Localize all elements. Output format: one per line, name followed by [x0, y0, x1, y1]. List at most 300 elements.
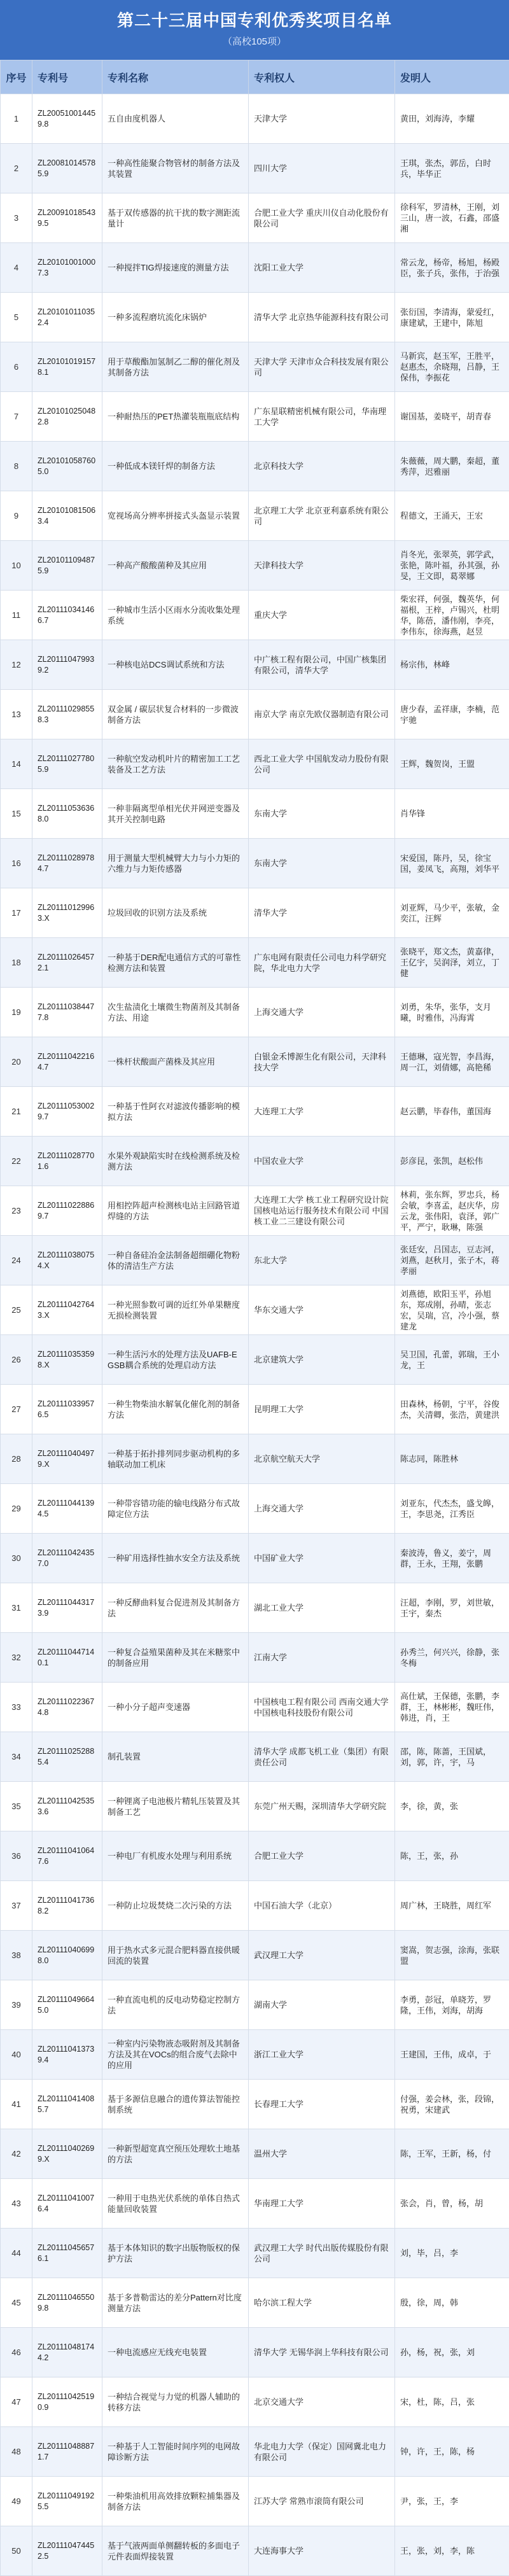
row-index: [1, 2377, 32, 2427]
inventors: [395, 938, 509, 988]
patentee-text: 大连理工大学 核工业工程研究设计院 国核电站运行服务技术有限公司 中国核工业二三建设有限公司: [254, 1194, 389, 1227]
row-index-text: 33: [6, 1702, 27, 1712]
row-index-text: 43: [6, 2198, 27, 2209]
patentee-text: 湖南大学: [254, 1999, 389, 2010]
patent-name-text: 一种用于电热光伏系统的单体自热式能量回收装置: [108, 2193, 243, 2215]
patentee-text: 重庆大学: [254, 610, 389, 620]
patent-name-text: 用相控阵超声检测核电站主回路管道焊缝的方法: [108, 1200, 243, 1222]
patent-name-text: 次生盐渍化土壤微生物菌剂及其制备方法、用途: [108, 1002, 243, 1023]
patent-number: [32, 1534, 102, 1583]
inventors: [395, 1236, 509, 1285]
row-index: [1, 293, 32, 342]
patent-number: [32, 1732, 102, 1782]
table-header-row: [1, 60, 509, 94]
row-index: [1, 442, 32, 491]
row-index-text: 10: [6, 560, 27, 571]
inventors: [395, 888, 509, 938]
patentee-text: 温州大学: [254, 2148, 389, 2159]
table-row: [1, 888, 509, 938]
row-index: [1, 1236, 32, 1285]
patentee: [249, 541, 395, 591]
patent-number-text: ZL201110402699.X: [38, 2143, 97, 2165]
inventors-text: 杨宗伟，林峰: [400, 659, 504, 670]
patentee: [249, 739, 395, 789]
patent-number: [32, 1385, 102, 1434]
patentee-text: 江苏大学 常熟市滚筒有限公司: [254, 2496, 389, 2507]
row-index-text: 35: [6, 1801, 27, 1812]
inventors: [395, 1831, 509, 1881]
inventors: [395, 442, 509, 491]
inventors-text: 宋爱国，陈丹，吴，徐宝国，姜凤飞，高翔，刘华平: [400, 853, 504, 874]
table-row: [1, 1732, 509, 1782]
patent-name-text: 宽视场高分辨率拼接式头盔显示装置: [108, 510, 243, 521]
table-row: [1, 144, 509, 193]
table-row: [1, 1087, 509, 1137]
patent-number: [32, 2030, 102, 2080]
patent-number: [32, 1434, 102, 1484]
row-index-text: 16: [6, 858, 27, 869]
patentee-text: 东北大学: [254, 1255, 389, 1266]
patentee: [249, 888, 395, 938]
row-index: [1, 2179, 32, 2229]
patent-name: [102, 2229, 249, 2278]
patent-name-text: 一种基于人工智能时间序列的电网故障诊断方法: [108, 2441, 243, 2463]
row-index-text: 31: [6, 1602, 27, 1613]
patent-number: [32, 442, 102, 491]
row-index-text: 9: [6, 510, 27, 521]
patent-number-text: ZL201110298558.3: [38, 704, 97, 725]
table-row: [1, 1335, 509, 1385]
patent-name: [102, 1037, 249, 1087]
row-index-text: 50: [6, 2545, 27, 2556]
row-index-text: 15: [6, 808, 27, 819]
patent-name-text: 一种生活污水的处理方法及UAFB-EGSB耦合系统的处理启动方法: [108, 1349, 243, 1371]
table-row: [1, 789, 509, 839]
patent-number: [32, 144, 102, 193]
patentee-text: 上海交通大学: [254, 1007, 389, 1018]
inventors: [395, 2278, 509, 2328]
patent-name-text: 一种高性能聚合物管材的制备方法及其装置: [108, 158, 243, 179]
inventors: [395, 1434, 509, 1484]
patent-number: [32, 1236, 102, 1285]
row-index: [1, 1186, 32, 1236]
patent-name-text: 基于本体知识的数字出版物版权的保护方法: [108, 2243, 243, 2264]
inventors-text: 刘，毕，吕，李: [400, 2248, 504, 2258]
patentee-text: 合肥工业大学 重庆川仪自动化股份有限公司: [254, 207, 389, 229]
patent-name-text: 一种基于性阿衣对滤波传播影响的模拟方法: [108, 1101, 243, 1123]
patent-name-text: 一种带容错功能的输电线路分布式故障定位方法: [108, 1498, 243, 1520]
row-index-text: 44: [6, 2248, 27, 2258]
patent-number-text: ZL201110353598.X: [38, 1349, 97, 1371]
row-index: [1, 342, 32, 392]
row-index: [1, 2278, 32, 2328]
row-index: [1, 1980, 32, 2030]
patentee: [249, 2377, 395, 2427]
row-index-text: 13: [6, 709, 27, 720]
patent-number-text: ZL201110339576.5: [38, 1399, 97, 1420]
patentee-text: 清华大学 成都飞机工业（集团）有限责任公司: [254, 1746, 389, 1768]
patent-number: [32, 1285, 102, 1335]
row-index: [1, 1831, 32, 1881]
patent-number-text: ZL201110481744.2: [38, 2342, 97, 2363]
row-index: [1, 1633, 32, 1683]
patent-number: [32, 2179, 102, 2229]
patentee-text: 中国石油大学（北京）: [254, 1900, 389, 1911]
patentee-text: 哈尔滨工程大学: [254, 2297, 389, 2308]
patentee-text: 浙江工业大学: [254, 2049, 389, 2060]
inventors-text: 唐少春，孟祥康，李楠，范宇驰: [400, 704, 504, 725]
row-index-text: 3: [6, 213, 27, 223]
patentee-text: 湖北工业大学: [254, 1602, 389, 1613]
inventors: [395, 1732, 509, 1782]
table-row: [1, 1484, 509, 1534]
table-row: [1, 491, 509, 541]
patent-number-text: ZL201110425353.6: [38, 1796, 97, 1817]
inventors: [395, 1583, 509, 1633]
inventors: [395, 1683, 509, 1732]
patent-number: [32, 739, 102, 789]
patent-number-text: ZL201010110352.4: [38, 307, 97, 328]
row-index-text: 32: [6, 1652, 27, 1663]
row-index: [1, 1087, 32, 1137]
patentee: [249, 442, 395, 491]
patentee-text: 华东交通大学: [254, 1305, 389, 1315]
patent-number-text: ZL201110474452.5: [38, 2540, 97, 2562]
patent-name: [102, 1583, 249, 1633]
patent-number: [32, 839, 102, 888]
row-index: [1, 1931, 32, 1980]
patent-number-text: ZL201110384477.8: [38, 1002, 97, 1023]
inventors: [395, 739, 509, 789]
row-index-text: 4: [6, 262, 27, 273]
inventors: [395, 1037, 509, 1087]
patent-name: [102, 690, 249, 739]
patent-name: [102, 2179, 249, 2229]
row-index: [1, 2030, 32, 2080]
patent-name: [102, 1434, 249, 1484]
inventors: [395, 1186, 509, 1236]
patent-name-text: 一种锂离子电池极片精轧压装置及其制备工艺: [108, 1796, 243, 1817]
inventors: [395, 94, 509, 144]
patent-name-text: 一种直流电机的反电动势稳定控制方法: [108, 1994, 243, 2016]
patentee-text: 长春理工大学: [254, 2099, 389, 2110]
patent-number: [32, 690, 102, 739]
patent-name-text: 一种新型超宽真空预压处理软土地基的方法: [108, 2143, 243, 2165]
row-index-text: 49: [6, 2496, 27, 2507]
table-row: [1, 1881, 509, 1931]
patentee: [249, 1335, 395, 1385]
patentee-text: 北京科技大学: [254, 461, 389, 472]
patent-number: [32, 640, 102, 690]
inventors-text: 张会，肖，曾，杨，胡: [400, 2198, 504, 2209]
patent-name: [102, 839, 249, 888]
row-index: [1, 1484, 32, 1534]
patent-number-text: ZL200910185439.5: [38, 207, 97, 229]
inventors-text: 张廷安，吕国志，豆志河，刘燕，赵秋月，张子木，蒋孝丽: [400, 1244, 504, 1277]
patentee: [249, 2328, 395, 2377]
patentee-text: 南京大学 南京先欧仪器制造有限公司: [254, 709, 389, 720]
inventors-text: 王德琳，寇光智，李昌海，周一江，刘倩娜，高艳稀: [400, 1051, 504, 1073]
inventors-text: 谢国基，姜晓平，胡青春: [400, 411, 504, 422]
inventors: [395, 1285, 509, 1335]
patent-name: [102, 1534, 249, 1583]
inventors-text: 李，徐，黄，张: [400, 1801, 504, 1812]
patent-name-text: 用于热水式多元混合肥料器直接供暖回流的装置: [108, 1945, 243, 1966]
patent-number: [32, 2526, 102, 2576]
table-body: [1, 94, 509, 2576]
patent-number: [32, 1831, 102, 1881]
table-row: [1, 2080, 509, 2129]
patent-name-text: 基于气液两面单侧翻转板的多面电子元件表面焊接装置: [108, 2540, 243, 2562]
patent-number-text: ZL201110491925.5: [38, 2491, 97, 2512]
patent-number: [32, 1087, 102, 1137]
inventors: [395, 2129, 509, 2179]
patentee: [249, 1285, 395, 1335]
patent-name: [102, 2080, 249, 2129]
row-index-text: 36: [6, 1851, 27, 1861]
inventors-text: 张衍国，李清海，蒙爱红，康建斌，王建中，陈旭: [400, 307, 504, 328]
patent-name-text: 一株杆状酸面产菌株及其应用: [108, 1056, 243, 1067]
inventors-text: 秦波涛，鲁义，姜宁，周群，王永，王翔，张鹏: [400, 1548, 504, 1569]
patent-number-text: ZL201110228869.7: [38, 1200, 97, 1222]
patent-number: [32, 1335, 102, 1385]
inventors: [395, 1931, 509, 1980]
patent-name: [102, 640, 249, 690]
patent-number-text: ZL201110427643.X: [38, 1299, 97, 1321]
inventors: [395, 1087, 509, 1137]
patent-name: [102, 1087, 249, 1137]
inventors: [395, 293, 509, 342]
inventors-text: 朱薇薇，周大鹏，秦超，董秀萍，迟雅丽: [400, 456, 504, 477]
patentee-text: 西北工业大学 中国航发动力股份有限公司: [254, 753, 389, 775]
inventors: [395, 1980, 509, 2030]
patent-number-text: ZL201110496645.0: [38, 1994, 97, 2016]
patent-number-text: ZL201110422164.7: [38, 1051, 97, 1073]
inventors: [395, 193, 509, 243]
table-row: [1, 690, 509, 739]
inventors-text: 陈志同，陈胜林: [400, 1453, 504, 1464]
patent-number: [32, 1137, 102, 1186]
patentee: [249, 1831, 395, 1881]
row-index: [1, 988, 32, 1037]
inventors: [395, 392, 509, 442]
inventors: [395, 2179, 509, 2229]
table-row: [1, 739, 509, 789]
inventors-text: 钟，许，王，陈，杨: [400, 2446, 504, 2457]
patent-number-text: ZL201110417368.2: [38, 1895, 97, 1917]
row-index: [1, 1434, 32, 1484]
patentee: [249, 1732, 395, 1782]
patent-name-text: 一种柴油机用高效排放颗粒捕集器及制备方法: [108, 2491, 243, 2512]
row-index-text: 20: [6, 1056, 27, 1067]
patent-number-text: ZL201110447140.1: [38, 1647, 97, 1669]
table-row: [1, 1782, 509, 1831]
patentee-text: 天津大学: [254, 113, 389, 124]
table-row: [1, 2526, 509, 2576]
table-row: [1, 293, 509, 342]
row-index-text: 29: [6, 1503, 27, 1514]
patentee: [249, 2477, 395, 2526]
table-row: [1, 2278, 509, 2328]
patentee-text: 江南大学: [254, 1652, 389, 1663]
patentee-text: 北京交通大学: [254, 2397, 389, 2407]
patentee-text: 大连理工大学: [254, 1106, 389, 1117]
patent-number-text: ZL201110404979.X: [38, 1448, 97, 1470]
row-index: [1, 541, 32, 591]
patent-number: [32, 2427, 102, 2477]
patentee: [249, 2526, 395, 2576]
patent-number-text: ZL201110424357.0: [38, 1548, 97, 1569]
patentee: [249, 640, 395, 690]
row-index-text: 34: [6, 1751, 27, 1762]
row-index: [1, 243, 32, 293]
row-index: [1, 888, 32, 938]
patentee-text: 中国农业大学: [254, 1156, 389, 1166]
row-index: [1, 789, 32, 839]
inventors: [395, 2427, 509, 2477]
row-index: [1, 1534, 32, 1583]
inventors-text: 邵，陈，陈蔷，王国斌，刘，郭，许，宇，马: [400, 1746, 504, 1768]
table-row: [1, 541, 509, 591]
patentee-text: 上海交通大学: [254, 1503, 389, 1514]
patentee: [249, 1037, 395, 1087]
table-row: [1, 243, 509, 293]
patent-number: [32, 2377, 102, 2427]
inventors-text: 王琪，张杰，郭岳，白时兵，毕华正: [400, 158, 504, 179]
patent-name-text: 一种光照参数可调的近红外单果糖度无损检测装置: [108, 1299, 243, 1321]
inventors-text: 常云龙，杨帝，杨旭，杨殿臣，张子兵，张伟，于治强: [400, 257, 504, 279]
table-row: [1, 1931, 509, 1980]
inventors: [395, 839, 509, 888]
patent-name: [102, 1931, 249, 1980]
inventors-text: 殷，徐，周，韩: [400, 2297, 504, 2308]
patentee-text: 广东电网有限责任公司电力科学研究院，华北电力大学: [254, 952, 389, 974]
table-row: [1, 2427, 509, 2477]
patentee: [249, 789, 395, 839]
row-index: [1, 1732, 32, 1782]
row-index-text: 2: [6, 163, 27, 174]
table-row: [1, 2179, 509, 2229]
table-row: [1, 1186, 509, 1236]
patent-number-text: ZL201110530029.7: [38, 1101, 97, 1123]
inventors: [395, 2080, 509, 2129]
patentee-text: 华南理工大学: [254, 2198, 389, 2209]
patent-name: [102, 2477, 249, 2526]
patent-name-text: 一种生物柴油水解氧化催化剂的制备方法: [108, 1399, 243, 1420]
patentee: [249, 243, 395, 293]
patentee: [249, 1683, 395, 1732]
table-row: [1, 938, 509, 988]
inventors-text: 黄田，刘海涛，李耀: [400, 113, 504, 124]
patentee-text: 天津大学 天津市众合科技发展有限公司: [254, 356, 389, 378]
patentee: [249, 293, 395, 342]
patent-name: [102, 1831, 249, 1881]
row-index-text: 30: [6, 1553, 27, 1564]
patent-number-text: ZL201110277805.9: [38, 753, 97, 775]
patent-name-text: 一种耐热压的PET热灌装瓶瓶底结构: [108, 411, 243, 422]
patent-name: [102, 1484, 249, 1534]
patent-number-text: ZL201110536368.0: [38, 803, 97, 825]
patent-number: [32, 293, 102, 342]
patent-number-text: ZL201110443173.9: [38, 1597, 97, 1619]
patent-name: [102, 2030, 249, 2080]
patentee-text: 清华大学: [254, 907, 389, 918]
patent-number: [32, 1484, 102, 1534]
inventors-text: 陈，王军，王新，杨，付: [400, 2148, 504, 2159]
patent-number-text: ZL201010191578.1: [38, 356, 97, 378]
row-index: [1, 739, 32, 789]
patent-name: [102, 293, 249, 342]
column-header-patent-name: 专利名称: [102, 60, 249, 94]
patent-number: [32, 2080, 102, 2129]
page-header: [0, 0, 509, 60]
table-row: [1, 193, 509, 243]
patent-number: [32, 1633, 102, 1683]
table-row: [1, 2328, 509, 2377]
patentee-text: 武汉理工大学 时代出版传媒股份有限公司: [254, 2243, 389, 2264]
inventors-text: 周广林，王晓胜，周红军: [400, 1900, 504, 1911]
patentee: [249, 1583, 395, 1633]
patentee-text: 中国核电工程有限公司 西南交通大学 中国核电科技股份有限公司: [254, 1697, 389, 1718]
patentee-text: 沈阳工业大学: [254, 262, 389, 273]
patentee-text: 清华大学 北京热华能源科技有限公司: [254, 312, 389, 323]
patentee-text: 北京理工大学 北京亚利嘉系统有限公司: [254, 505, 389, 527]
patent-name-text: 制孔装置: [108, 1751, 243, 1762]
patentee: [249, 2427, 395, 2477]
inventors-text: 窦嵩，贺志强，涂海，张联盟: [400, 1945, 504, 1966]
row-index: [1, 640, 32, 690]
table-row: [1, 1980, 509, 2030]
table-row: [1, 640, 509, 690]
inventors: [395, 2477, 509, 2526]
inventors: [395, 1385, 509, 1434]
patent-name-text: 一种基于拓扑排列同步驱动机构的多轴联动加工机床: [108, 1448, 243, 1470]
patentee-text: 东南大学: [254, 858, 389, 869]
patentee-text: 四川大学: [254, 163, 389, 174]
patent-name: [102, 491, 249, 541]
row-index: [1, 1385, 32, 1434]
inventors-text: 王建国，王伟，成卓，于: [400, 2049, 504, 2060]
inventors-text: 刘亚东，代杰杰，盛戈皞，王，李思尧，江秀臣: [400, 1498, 504, 1520]
table-row: [1, 1831, 509, 1881]
row-index: [1, 938, 32, 988]
patent-number: [32, 2129, 102, 2179]
patentee-text: 北京航空航天大学: [254, 1453, 389, 1464]
patent-number: [32, 1931, 102, 1980]
row-index: [1, 392, 32, 442]
inventors-text: 吴卫国，孔蕾，郭瑞，王小龙，王: [400, 1349, 504, 1371]
patentee-text: 合肥工业大学: [254, 1851, 389, 1861]
patentee-text: 北京建筑大学: [254, 1354, 389, 1365]
patent-name: [102, 988, 249, 1037]
patent-number-text: ZL201110252885.4: [38, 1746, 97, 1768]
row-index: [1, 690, 32, 739]
table-row: [1, 591, 509, 640]
inventors: [395, 144, 509, 193]
row-index: [1, 1683, 32, 1732]
row-index-text: 38: [6, 1950, 27, 1961]
patent-number: [32, 1980, 102, 2030]
patent-name-text: 一种低成本镁钎焊的制备方法: [108, 461, 243, 472]
patentee: [249, 193, 395, 243]
patent-number-text: ZL201010587605.0: [38, 456, 97, 477]
row-index-text: 39: [6, 1999, 27, 2010]
table-row: [1, 2377, 509, 2427]
inventors-text: 赵云鹏，毕春伟，董国海: [400, 1106, 504, 1117]
patent-name-text: 一种核电站DCS调试系统和方法: [108, 659, 243, 670]
patentee: [249, 1782, 395, 1831]
row-index-text: 28: [6, 1453, 27, 1464]
